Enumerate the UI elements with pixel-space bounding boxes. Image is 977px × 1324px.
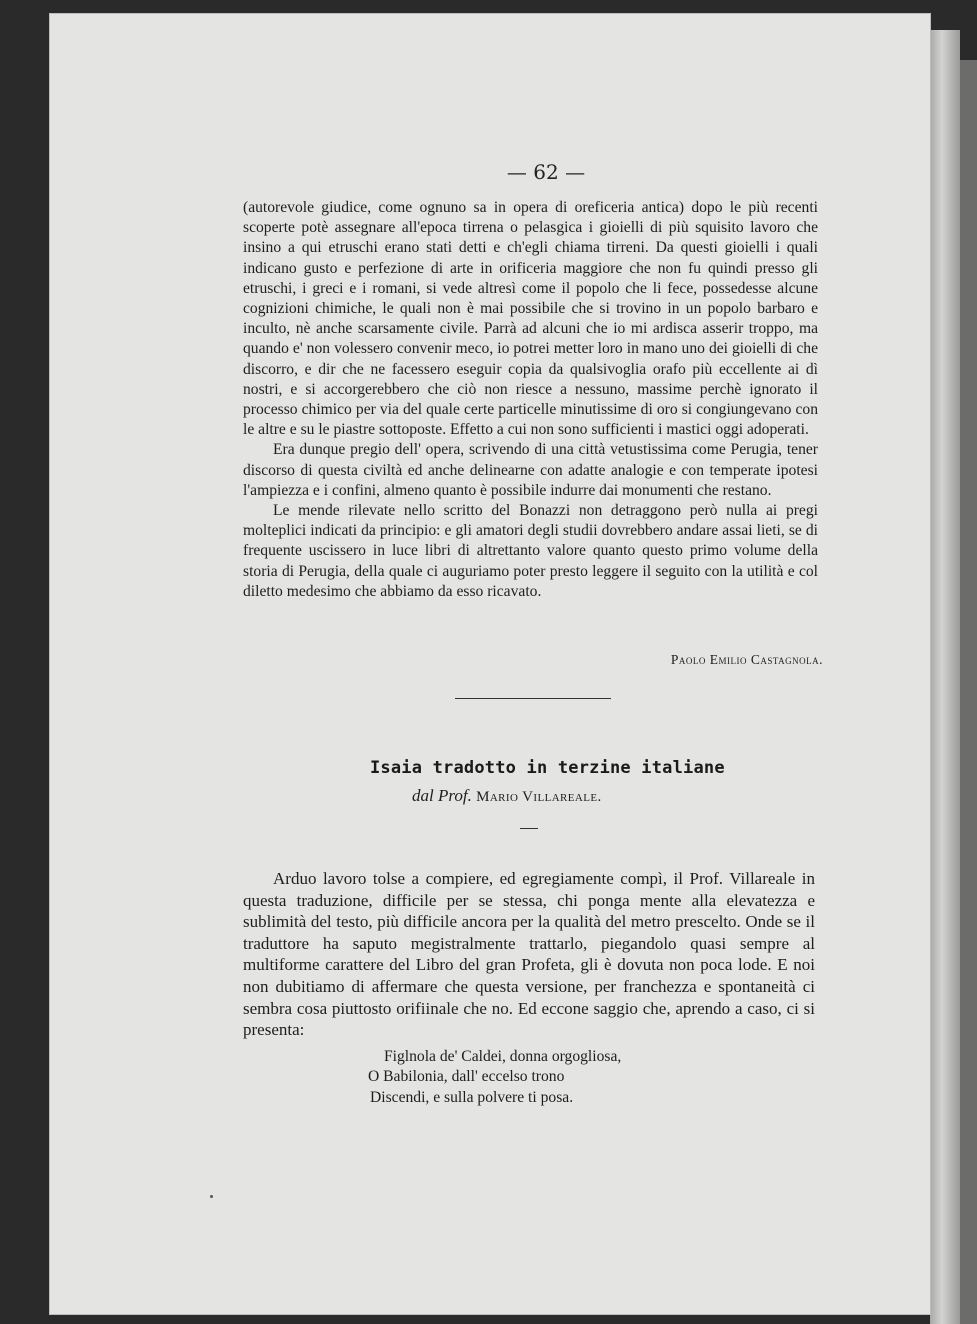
page-edge-right [930, 30, 960, 1324]
article-text [243, 868, 815, 1041]
verse-line: O Babilonia, dall' eccelso trono [368, 1068, 565, 1086]
byline-author: Mario Villareale. [476, 789, 602, 805]
article-byline [412, 786, 602, 806]
section-divider [455, 698, 611, 699]
page-number: — 62 — [506, 160, 586, 184]
review-text [243, 198, 818, 602]
title-rule [520, 828, 538, 829]
verse-line: Discendi, e sulla polvere ti posa. [370, 1088, 574, 1106]
article-title: Isaia tradotto in terzine italiane [370, 758, 725, 778]
byline-prefix: dal Prof. [412, 786, 472, 805]
verse-quotation [368, 1047, 621, 1108]
paper-speck [210, 1195, 213, 1198]
article-paragraph: Arduo lavoro tolse a compiere, ed egregiamente compì, il Prof. Villareale in questa traduzione, difficile per se stessa, chi ponga mente alla elevatezza e sublimità del testo, più difficile ancora per la qualità del metro prescelto. Onde se il traduttore ha saputo megistralmente trattarlo, piegandolo quasi sempre al multiforme carattere del Libro del gran Profeta, gli è dovuta non poca lode. E noi non dubitiamo di affermare che questa versione, per franchezza e spontaneità ci sembra cosa piuttosto orifiinale che no. Ed eccone saggio che, aprendo a caso, ci si presenta: [243, 869, 815, 1040]
review-paragraph-3: Le mende rilevate nello scritto del Bonazzi non detraggono però nulla ai pregi molteplici indicati da principio: e gli amatori degli studii dovrebbero andare assai lieti, se di frequente uscissero in luce libri di altrettanto valore quanto questo primo volume della storia di Perugia, della quale ci auguriamo poter presto leggere il seguito con la utilità e col diletto medesimo che abbiamo da esso ricavato. [243, 502, 818, 600]
review-paragraph-2: Era dunque pregio dell' opera, scrivendo di una città vetustissima come Perugia, tener discorso di questa civiltà ed anche delinearne con adatte analogie e con temperate ipotesi l'ampiezza e i confini, almeno quanto è possibile indurre dai monumenti che restano. [243, 441, 818, 499]
review-paragraph-1: (autorevole giudice, come ognuno sa in opera di oreficeria antica) dopo le più recenti scoperte potè assegnare all'epoca tirrena o pelasgica i gioielli di più squisito lavoro che insino a qui etruschi erano stati detti e ch'egli chiama tirreni. Da questi gioielli i quali indicano gusto e perfezione di arte in orificeria maggiore che non fu quindi presso gli etruschi, i greci e i romani, si vede altresì come il popolo che li fece, possedesse alcune cognizioni chimiche, le quali non è mai possibile che si trovino in un popolo barbaro e inculto, nè anche scarsamente civile. Parrà ad alcuni che io mi ardisca asserir troppo, ma quando e' non volessero convenir meco, io potrei metter loro in mano uno dei gioielli di che discorro, e dir che ne facessero eseguir copia da qualsivoglia orafo più eccellente ai dì nostri, e si accorgerebbero che ciò non riesce a nessuno, massime perchè ignorato il processo chimico per via del quale certe particelle minutissime di oro si congiungevano con le altre e su le piastre sottoposte. Effetto a cui non sono sufficienti i mastici oggi adoperati. [243, 199, 818, 439]
page-edge-dark [960, 60, 977, 1324]
verse-line: Figlnola de' Caldei, donna orgogliosa, [384, 1048, 622, 1065]
review-signature: Paolo Emilio Castagnola. [670, 652, 823, 667]
